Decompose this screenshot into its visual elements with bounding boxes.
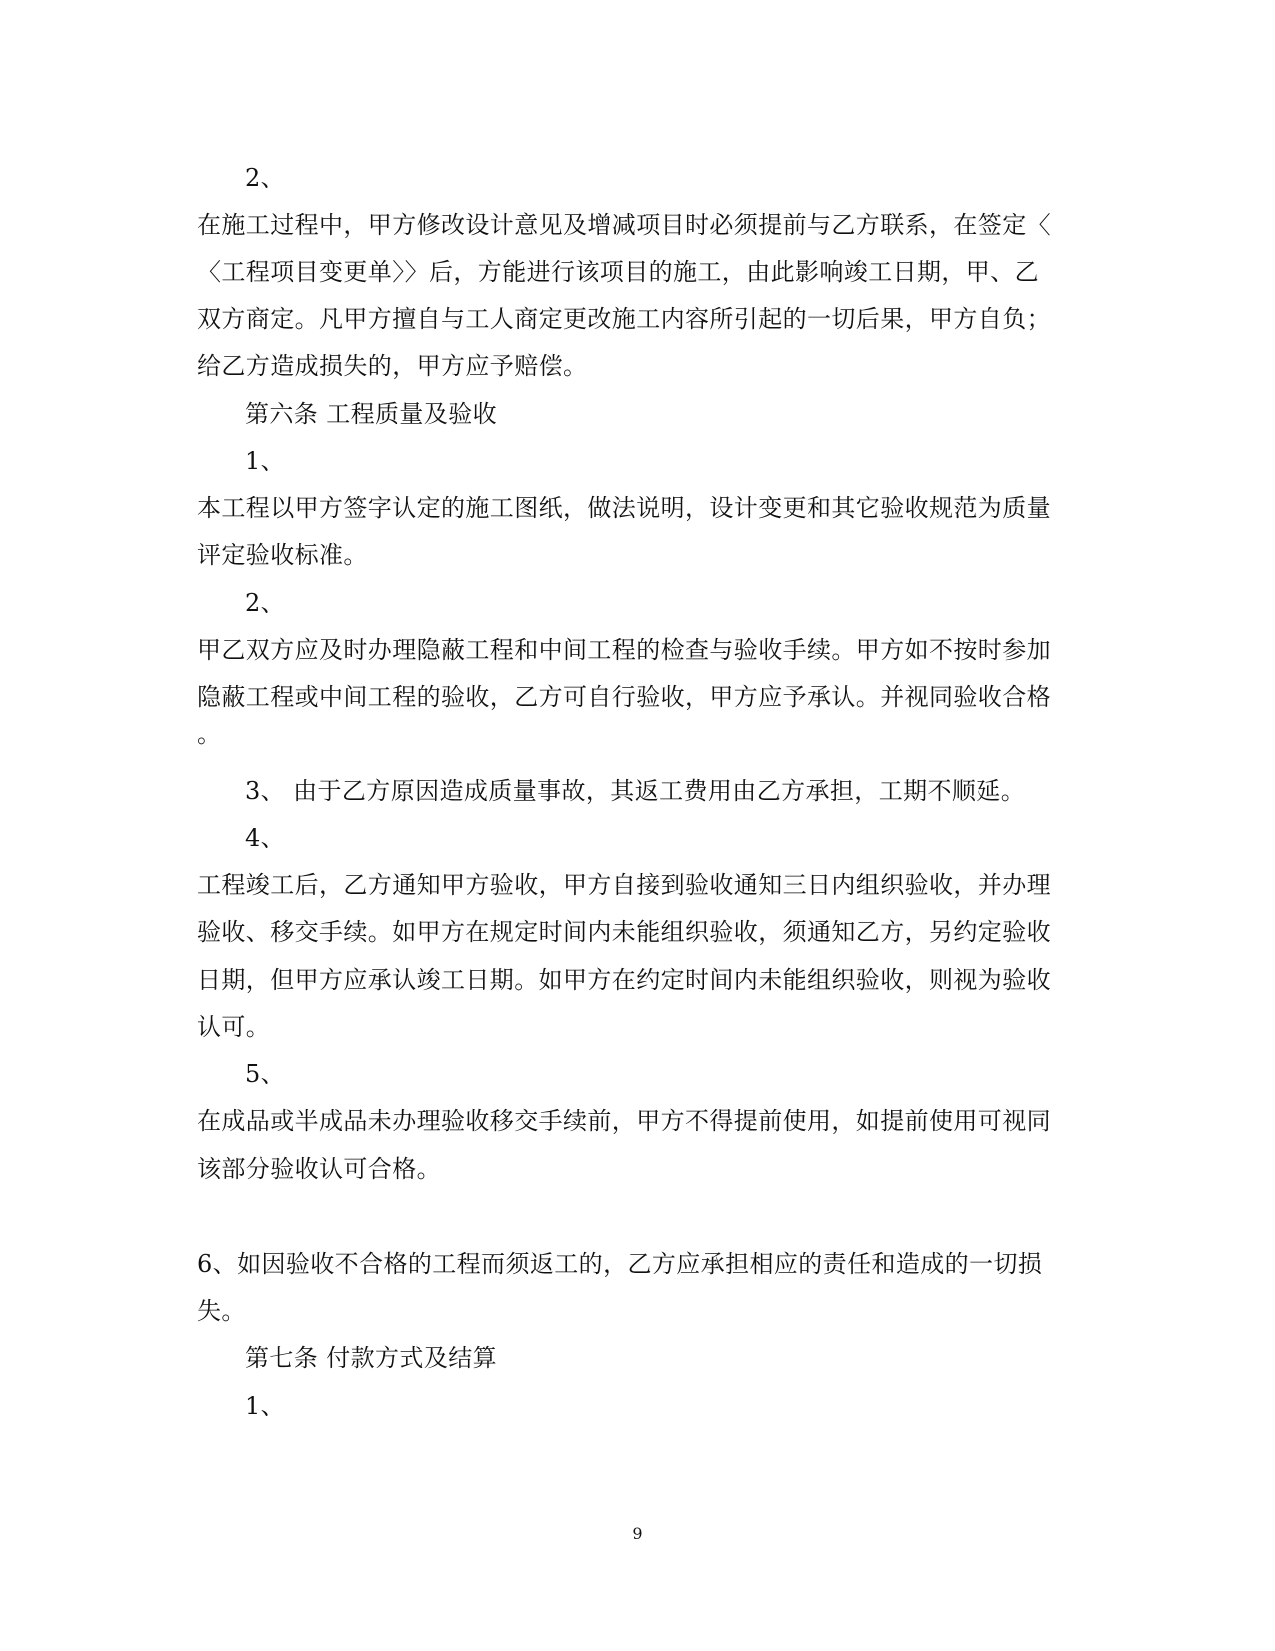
- paragraph-line: 。: [197, 720, 222, 748]
- paragraph-line: 评定验收标准。: [197, 541, 368, 569]
- clause-number: 4、: [245, 824, 286, 852]
- paragraph-line: 给乙方造成损失的，甲方应予赔偿。: [197, 352, 588, 380]
- paragraph-line: 验收、移交手续。如甲方在规定时间内未能组织验收，须通知乙方，另约定验收: [197, 918, 1051, 946]
- paragraph-line: 在成品或半成品未办理验收移交手续前，甲方不得提前使用，如提前使用可视同: [197, 1107, 1051, 1135]
- paragraph-line: 日期，但甲方应承认竣工日期。如甲方在约定时间内未能组织验收，则视为验收: [197, 966, 1051, 994]
- clause-number: 1、: [245, 447, 286, 475]
- paragraph-line: 在施工过程中，甲方修改设计意见及增减项目时必须提前与乙方联系，在签定〈: [197, 211, 1051, 239]
- clause-number: 5、: [245, 1060, 286, 1088]
- paragraph-line: 〈工程项目变更单〉〉后，方能进行该项目的施工，由此影响竣工日期，甲、乙: [197, 258, 1039, 286]
- paragraph-line: 隐蔽工程或中间工程的验收，乙方可自行验收，甲方应予承认。并视同验收合格: [197, 683, 1051, 711]
- clause-line: 3、 由于乙方原因造成质量事故，其返工费用由乙方承担，工期不顺延。: [245, 777, 1026, 805]
- clause-number: 1、: [245, 1392, 286, 1420]
- paragraph-line: 甲乙双方应及时办理隐蔽工程和中间工程的检查与验收手续。甲方如不按时参加: [197, 636, 1051, 664]
- paragraph-line: 认可。: [197, 1013, 271, 1041]
- section-heading-article-6: 第六条 工程质量及验收: [245, 400, 498, 428]
- paragraph-line: 工程竣工后，乙方通知甲方验收，甲方自接到验收通知三日内组织验收，并办理: [197, 871, 1051, 899]
- section-heading-article-7: 第七条 付款方式及结算: [245, 1344, 498, 1372]
- clause-number: 2、: [245, 164, 286, 192]
- paragraph-line: 失。: [197, 1297, 246, 1325]
- paragraph-line: 该部分验收认可合格。: [197, 1155, 441, 1183]
- paragraph-line: 双方商定。凡甲方擅自与工人商定更改施工内容所引起的一切后果，甲方自负；: [197, 305, 1051, 333]
- paragraph-line: 6、如因验收不合格的工程而须返工的，乙方应承担相应的责任和造成的一切损: [197, 1250, 1043, 1278]
- paragraph-line: 本工程以甲方签字认定的施工图纸，做法说明，设计变更和其它验收规范为质量: [197, 494, 1051, 522]
- clause-number: 2、: [245, 589, 286, 617]
- page-number: 9: [632, 1524, 643, 1543]
